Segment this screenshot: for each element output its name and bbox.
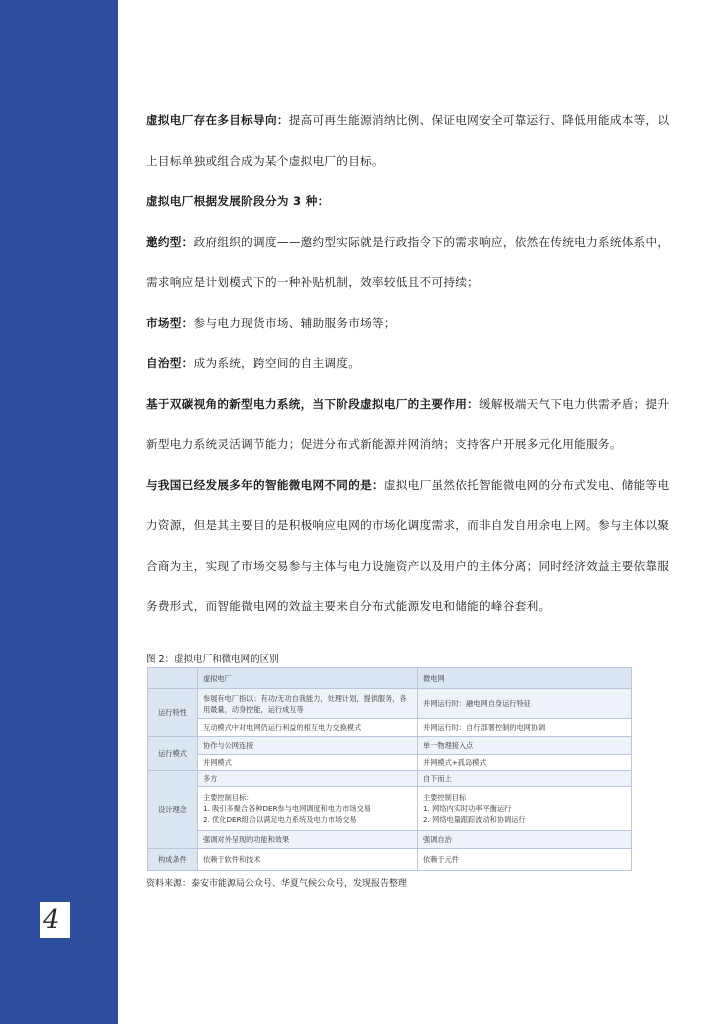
table-row (148, 755, 632, 771)
paragraph-role (146, 384, 680, 465)
paragraph-lead: 基于双碳视角的新型电力系统，当下阶段虚拟电厂的主要作用： (146, 396, 480, 411)
comparison-table (147, 667, 632, 871)
table-row (148, 831, 632, 849)
paragraph-lead: 邀约型： (146, 234, 194, 249)
table-row (148, 849, 632, 871)
category-cell: 设计理念 (148, 771, 198, 849)
paragraph-body: 缓解极端天气下电力供需矛盾；提升新型电力系统灵活调节能力；促进分布式新能源并网消纳；支持客户开展多元化用能服务。 (146, 396, 670, 451)
table-row (148, 787, 632, 831)
table-header-row (148, 668, 632, 689)
vpp-cell: 强调对外呈现的功能和效果 (198, 831, 418, 849)
figure-caption: 图 2：虚拟电厂和微电网的区别 (146, 654, 279, 665)
table-row (148, 719, 632, 737)
microgrid-cell: 并网模式+孤岛模式 (418, 755, 632, 771)
vpp-cell: 参展有电厂指以：有功/无功自我能力，处理计划，提供服务，各用最量，动身控能，运行成互等 (198, 689, 418, 719)
microgrid-cell: 主要控制目标 1. 网络内实时功率平衡运行 2. 网络电量跟踪波动和协调运行 (418, 787, 632, 831)
paragraph-lead: 虚拟电厂根据发展阶段分为 3 种： (146, 194, 330, 208)
category-cell: 运行特性 (148, 689, 198, 737)
vpp-cell: 互动模式中对电网仍运行利益的相互电力交换模式 (198, 719, 418, 737)
paragraph-lead: 市场型： (146, 315, 194, 330)
page-number-text: 4 (43, 905, 60, 935)
category-cell: 构成条件 (148, 849, 198, 871)
microgrid-cell: 自下而上 (418, 771, 632, 787)
category-cell: 运行模式 (148, 737, 198, 771)
paragraph-market (146, 303, 680, 344)
paragraph-body: 政府组织的调度——邀约型实际就是行政指令下的需求响应，依然在传统电力系统体系中，需求响应是计划模式下的一种补贴机制，效率较低且不可持续； (146, 234, 670, 289)
vpp-cell: 依赖于软件和技术 (198, 849, 418, 871)
paragraph-stages (146, 181, 680, 222)
paragraph-lead: 与我国已经发展多年的智能微电网不同的是： (146, 477, 384, 492)
table-header-cell (148, 668, 198, 689)
vpp-cell: 协作与公网连接 (198, 737, 418, 755)
paragraph-body: 虚拟电厂虽然依托智能微电网的分布式发电、储能等电力资源，但是其主要目的是积极响应电网的市场化调度需求，而非自发自用余电上网。参与主体以聚合商为主，实现了市场交易参与主体与电力设施资产以及用户的主体分离；同时经济效益主要依靠服务费形式，而智能微电网的效益主要来自分布式能源发电和储能的峰谷套利。 (146, 477, 670, 613)
microgrid-cell: 并网运行时：融电网自身运行特征 (418, 689, 632, 719)
microgrid-cell: 强调自治 (418, 831, 632, 849)
paragraph-body: 成为系统，跨空间的自主调度。 (193, 356, 361, 370)
paragraph-body: 参与电力现货市场、辅助服务市场等； (193, 315, 396, 330)
table-header-cell: 微电网 (418, 668, 632, 689)
paragraph-autonomous (146, 343, 680, 384)
vpp-cell: 多方 (198, 771, 418, 787)
table-row (148, 689, 632, 719)
paragraph-invitation (146, 222, 680, 303)
vpp-cell: 并网模式 (198, 755, 418, 771)
table-row (148, 737, 632, 755)
paragraph-lead: 自治型： (146, 356, 194, 370)
microgrid-cell: 依赖于元件 (418, 849, 632, 871)
microgrid-cell: 单一物理接入点 (418, 737, 632, 755)
figure-source: 资料来源：泰安市能源局公众号、华夏气候公众号，发现报告整理 (146, 879, 408, 889)
vpp-cell: 主要控制目标： 1. 吸引多聚合各种DER参与电网调度和电力市场交易 2. 优化DER组合以满足电力系统及电力市场交易 (198, 787, 418, 831)
page-number (40, 902, 70, 938)
main-text (146, 100, 680, 627)
microgrid-cell: 并网运行时：自行部署控制的电网协调 (418, 719, 632, 737)
table-row (148, 771, 632, 787)
paragraph-multi-target (146, 100, 680, 181)
side-accent-bar (0, 0, 118, 1024)
paragraph-microgrid-diff (146, 465, 680, 627)
table-header-cell: 虚拟电厂 (198, 668, 418, 689)
paragraph-lead: 虚拟电厂存在多目标导向： (146, 113, 289, 127)
paragraph-body: 提高可再生能源消纳比例、保证电网安全可靠运行、降低用能成本等，以上目标单独或组合成为某个虚拟电厂的目标。 (146, 113, 670, 168)
